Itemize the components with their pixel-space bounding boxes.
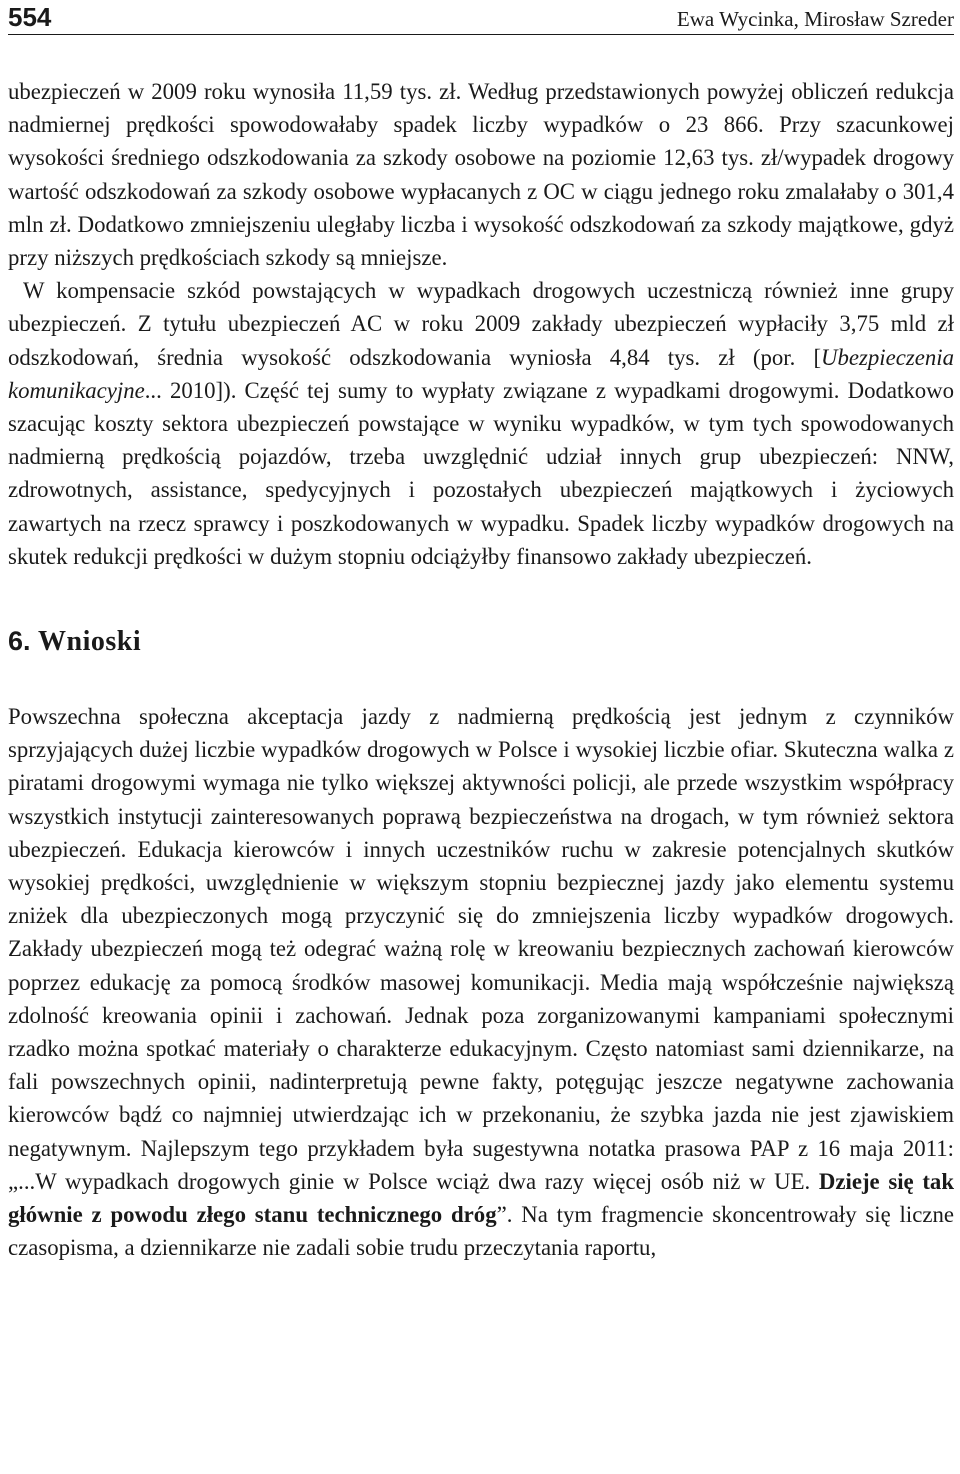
running-head-authors: Ewa Wycinka, Mirosław Szreder [676, 7, 954, 31]
citation-title: Ubezpieczenia komunikacyjne [8, 344, 954, 403]
body-paragraph-3 [8, 700, 954, 1264]
section-number: 6. [8, 626, 31, 657]
paragraph-text: W kompensacie szkód powstających w wypadkach drogowych uczestniczą również inne grupy ubezpieczeń. Z tytułu ubezpieczeń AC w roku 2009 zakłady ubezpieczeń wypłaciły 3,75 mld zł odszkodowań, średnia wysokość odszkodowania wyniosła 4,84 tys. zł (por. [ [8, 278, 954, 370]
section-heading [8, 625, 954, 658]
paragraph-text: ... 2010]). Część tej sumy to wypłaty związane z wypadkami drogowymi. Dodatkowo szacując koszty sektora ubezpieczeń powstające w wyniku wypadków, w tym tych spowodowanych nadmierną prędkością pojazdów, trzeba uwzględnić udział innych grup ubezpieczeń: NNW, zdrowotnych, assistance, spedycyjnych i pozostałych ubezpieczeń majątkowych i życiowych zawartych na rzecz sprawcy i poszkodowanych w wypadku. Spadek liczby wypadków drogowych na skutek redukcji prędkości w dużym stopniu odciążyłby finansowo zakłady ubezpieczeń. [8, 377, 954, 569]
paragraph-text: ”. Na tym fragmencie skoncentrowały się liczne czasopisma, a dziennikarze nie zadali sobie trudu przeczytania raportu, [8, 1202, 954, 1261]
body-paragraph-1: ubezpieczeń w 2009 roku wynosiła 11,59 tys. zł. Według przedstawionych powyżej obliczeń redukcja nadmiernej prędkości spowodowałaby spadek liczby wypadków o 23 866. Przy szacunkowej wysokości średniego odszkodowania za szkody osobowe na poziomie 12,63 tys. zł/wypadek drogowy wartość odszkodowań za szkody osobowe wypłacanych z OC w ciągu jednego roku zmalałaby o 301,4 mln zł. Dodatkowo zmniejszeniu uległaby liczba i wysokość odszkodowań za szkody majątkowe, gdyż przy niższych prędkościach szkody są mniejsze. [8, 79, 954, 271]
body-paragraph-2 [8, 274, 954, 573]
paragraph-text: Powszechna społeczna akceptacja jazdy z nadmierną prędkością jest jednym z czynników sprzyjających dużej liczbie wypadków drogowych w Polsce i wysokiej liczbie ofiar. Skuteczna walka z piratami drogowymi wymaga nie tylko większej aktywności policji, ale przede wszystkim współpracy wszystkich instytucji zainteresowanych poprawą bezpieczeństwa na drogach, w tym również sektora ubezpieczeń. Edukacja kierowców i innych uczestników ruchu w zakresie potencjalnych skutków wysokiej prędkości, uwzględnienie w większym stopniu bezpiecznej jazdy jako elementu systemu zniżek dla ubezpieczonych mogą przyczynić się do zmniejszenia liczby wypadków drogowych. Zakłady ubezpieczeń mogą też odegrać ważną rolę w kreowaniu bezpiecznych zachowań kierowców poprzez edukację za pomocą środków masowej komunikacji. Media mają współcześnie największą zdolność kreowania opinii i zachowań. Jednak poza zorganizowanymi kampaniami społecznymi rzadko można spotkać materiały o charakterze edukacyjnym. Często natomiast sami dziennikarze, na fali powszechnych opinii, nadinterpretują pewne fakty, potęgując jeszcze negatywne zachowania kierowców bądź co najmniej utwierdzając ich w przekonaniu, że szybka jazda nie jest zjawiskiem negatywnym. Najlepszym tego przykładem była sugestywna notatka prasowa PAP z 16 maja 2011: „...W wypadkach drogowych ginie w Polsce wciąż dwa razy więcej osób niż w UE. [8, 704, 954, 1194]
quoted-bold-text: Dzieje się tak głównie z powodu złego stanu technicznego dróg [8, 1168, 954, 1228]
page [8, 0, 954, 1265]
page-number: 554 [8, 2, 52, 32]
section-title: Wnioski [38, 626, 142, 658]
running-head [8, 0, 954, 35]
